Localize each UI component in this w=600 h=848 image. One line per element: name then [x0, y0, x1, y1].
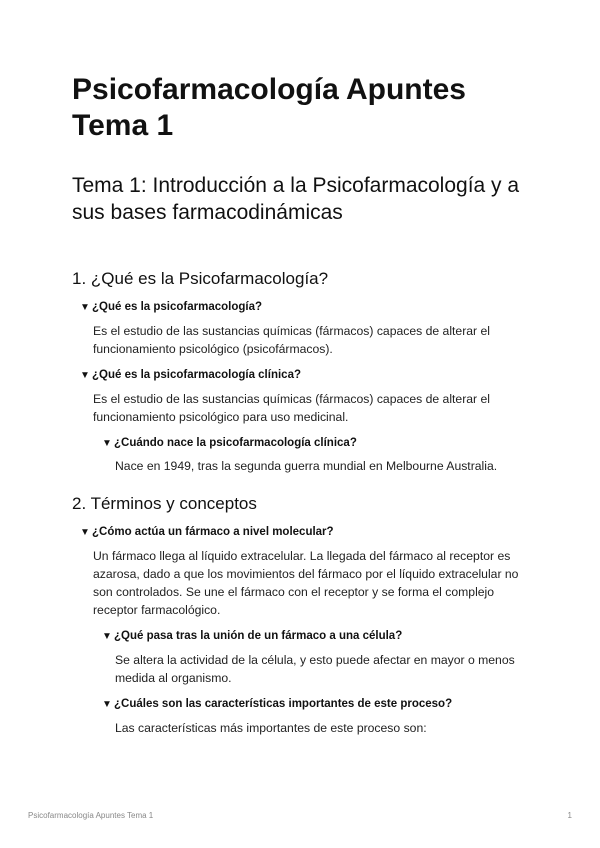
toggle-arrow-icon: ▼: [102, 438, 112, 449]
toggle-label: ¿Cuándo nace la psicofarmacología clínica?: [114, 437, 357, 449]
toggle-cuando-nace[interactable]: [102, 435, 357, 452]
toggle-label: ¿Cuáles son las características importantes de este proceso?: [114, 698, 453, 710]
section-1-title: 1. ¿Qué es la Psicofarmacología?: [72, 269, 329, 288]
toggle-label: ¿Qué es la psicofarmacología?: [92, 301, 262, 313]
toggle-arrow-icon: ▼: [102, 699, 112, 710]
page-title-line-2: Tema 1: [72, 109, 174, 142]
toggle-psicofarmacologia-clinica[interactable]: [80, 367, 301, 384]
toggle-label: ¿Qué es la psicofarmacología clínica?: [92, 369, 301, 381]
toggle-arrow-icon: ▼: [80, 370, 90, 381]
toggle-como-actua-farmaco[interactable]: [80, 524, 334, 541]
toggle-arrow-icon: ▼: [80, 302, 90, 313]
page-title-line-1: Psicofarmacología Apuntes: [72, 73, 466, 106]
toggle-arrow-icon: ▼: [102, 631, 112, 642]
topic-heading: Tema 1: Introducción a la Psicofarmacología y a sus bases farmacodinámicas: [72, 174, 520, 224]
toggle-arrow-icon: ▼: [80, 527, 90, 538]
footer-page-number: 1: [567, 811, 572, 820]
toggle-content: Es el estudio de las sustancias químicas (fármacos) capaces de alterar el funcionamiento psicológico (psicofármacos).: [93, 324, 490, 356]
toggle-content: Las características más importantes de este proceso son:: [115, 721, 427, 735]
toggle-label: ¿Qué pasa tras la unión de un fármaco a una célula?: [114, 630, 403, 642]
toggle-union-farmaco-celula[interactable]: [102, 628, 402, 645]
toggle-label: ¿Cómo actúa un fármaco a nivel molecular?: [92, 526, 334, 538]
toggle-que-es-psicofarmacologia[interactable]: [80, 299, 262, 316]
footer-document-title: Psicofarmacología Apuntes Tema 1: [28, 811, 154, 820]
toggle-content: Un fármaco llega al líquido extracelular. La llegada del fármaco al receptor es azarosa, dado a que los movimientos del fármaco por el líquido extracelular no son controlados. Se une el fármaco con el receptor y se forma el complejo receptor farmacológico.: [93, 549, 519, 617]
section-2-title: 2. Términos y conceptos: [72, 494, 257, 513]
toggle-content: Es el estudio de las sustancias químicas (fármacos) capaces de alterar el funcionamiento psicológico para uso medicinal.: [93, 392, 490, 424]
toggle-content: Se altera la actividad de la célula, y esto puede afectar en mayor o menos medida al organismo.: [115, 653, 515, 685]
toggle-content: Nace en 1949, tras la segunda guerra mundial en Melbourne Australia.: [115, 459, 498, 473]
page-title: [72, 72, 532, 144]
toggle-caracteristicas-proceso[interactable]: [102, 696, 452, 713]
